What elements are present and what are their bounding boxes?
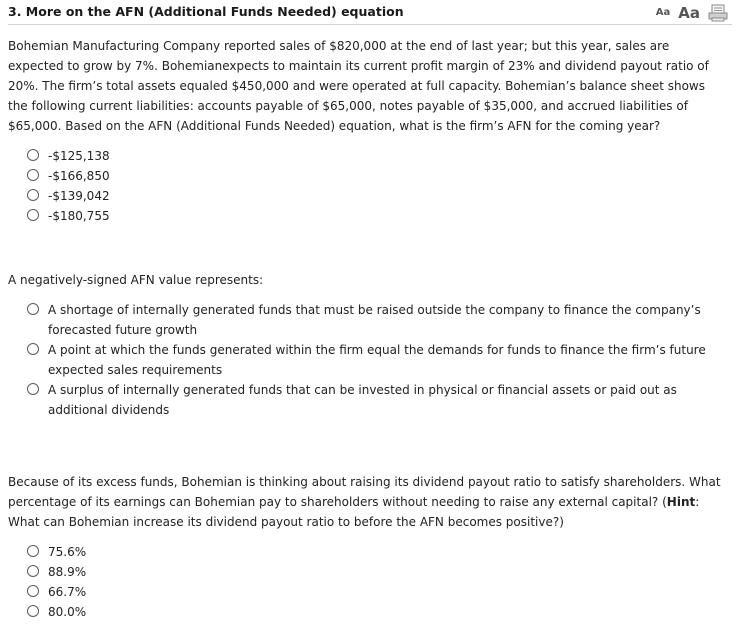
part2-prompt: A negatively-signed AFN value represents:: [8, 273, 264, 287]
part3-prompt-before: Because of its excess funds, Bohemian is thinking about raising its dividend payout ratio to satisfy shareholders. What percentage of its earnings can Bohemian pay to shareholders without needing to raise any external capital? (: [8, 475, 721, 509]
part1-options: [27, 146, 110, 226]
part3-prompt-after: : What can Bohemian increase its dividend payout ratio to before the AFN becomes positive?): [8, 495, 700, 529]
radio-button[interactable]: [27, 343, 39, 355]
option-label: A point at which the funds generated within the firm equal the demands for funds to finance the firm’s future expected sales requirements: [48, 343, 706, 377]
option-label: A surplus of internally generated funds that can be invested in physical or financial assets or paid out as additional dividends: [48, 383, 677, 417]
option-label: 88.9%: [48, 565, 87, 579]
option-label: -$166,850: [48, 169, 110, 183]
printer-icon[interactable]: [708, 4, 728, 22]
option-label: 75.6%: [48, 545, 87, 559]
option-label: A shortage of internally generated funds that must be raised outside the company to finance the company’s forecasted future growth: [48, 303, 701, 337]
part1-option-4[interactable]: [27, 206, 110, 226]
radio-button[interactable]: [27, 189, 39, 201]
part2-option-3[interactable]: [27, 380, 717, 420]
part3-option-3[interactable]: [27, 582, 86, 602]
option-label: 66.7%: [48, 585, 87, 599]
option-label: 80.0%: [48, 605, 87, 619]
radio-button[interactable]: [27, 303, 39, 315]
radio-button[interactable]: [27, 209, 39, 221]
radio-button[interactable]: [27, 585, 39, 597]
option-label: -$125,138: [48, 149, 110, 163]
increase-text-size-button[interactable]: Aa: [678, 4, 700, 22]
part1-option-1[interactable]: [27, 146, 110, 166]
radio-button[interactable]: [27, 605, 39, 617]
option-label: -$180,755: [48, 209, 110, 223]
part2-options: [27, 300, 717, 420]
part2-option-2[interactable]: [27, 340, 717, 380]
part1-prompt: Bohemian Manufacturing Company reported sales of $820,000 at the end of last year; but this year, sales are expected to grow by 7%. Bohemianexpects to maintain its current profit margin of 23% and dividend payout ratio of 20%. The firm’s total assets equaled $450,000 and were operated at full capacity. Bohemian’s balance sheet shows the following current liabilities: accounts payable of $65,000, notes payable of $35,000, and accrued liabilities of $65,000. Based on the AFN (Additional Funds Needed) equation, what is the firm’s AFN for the coming year?: [8, 39, 709, 133]
part3-option-1[interactable]: [27, 542, 86, 562]
part1-option-2[interactable]: [27, 166, 110, 186]
header-tools: [656, 2, 728, 24]
decrease-text-size-button[interactable]: Aa: [655, 7, 671, 18]
part3-options: [27, 542, 86, 622]
radio-button[interactable]: [27, 383, 39, 395]
option-label: -$139,042: [48, 189, 110, 203]
radio-button[interactable]: [27, 545, 39, 557]
question-title: 3. More on the AFN (Additional Funds Needed) equation: [8, 4, 404, 19]
part2-option-1[interactable]: [27, 300, 717, 340]
question-header: [8, 2, 732, 25]
hint-label: Hint: [666, 495, 696, 509]
part3-option-4[interactable]: [27, 602, 86, 622]
part3-option-2[interactable]: [27, 562, 86, 582]
part3-prompt: [8, 472, 728, 532]
radio-button[interactable]: [27, 565, 39, 577]
part1-option-3[interactable]: [27, 186, 110, 206]
radio-button[interactable]: [27, 169, 39, 181]
radio-button[interactable]: [27, 149, 39, 161]
